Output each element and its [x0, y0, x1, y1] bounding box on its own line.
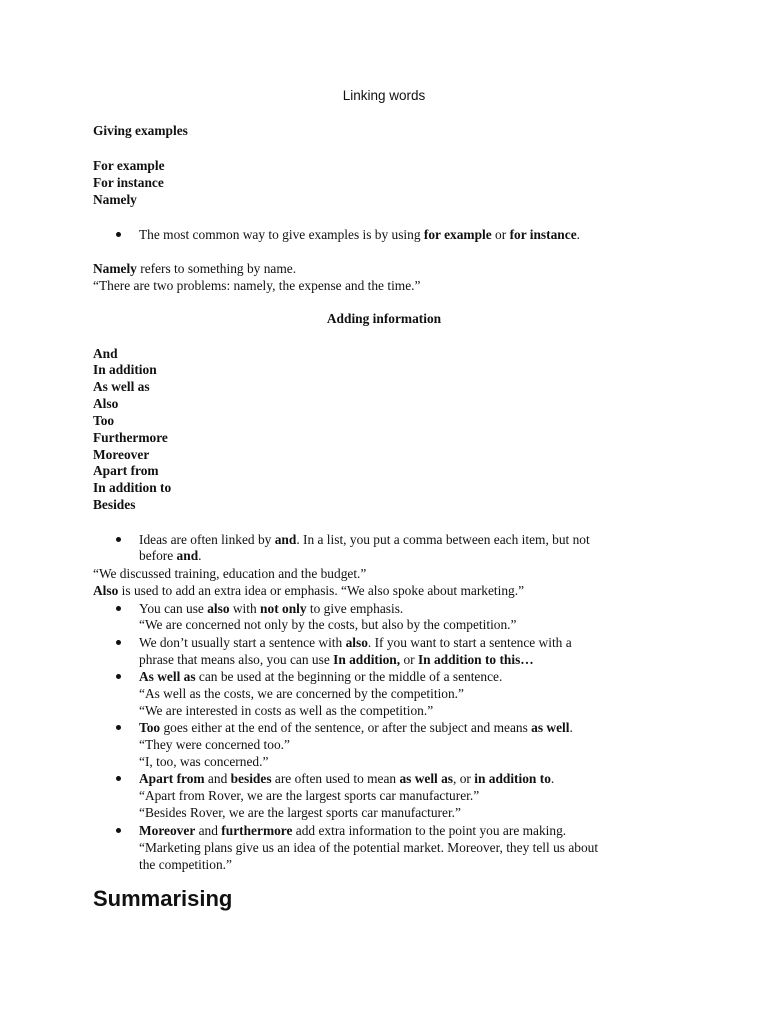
bullet-too-text: Too goes either at the end of the sentence, or after the subject and means as well. [139, 720, 573, 735]
bullet-as-well-as-example-2: “We are interested in costs as well as the competition.” [139, 703, 434, 718]
term-also: Also [93, 396, 119, 411]
term-besides: Besides [93, 497, 136, 512]
term-apart-from: Apart from [93, 463, 159, 478]
section-heading-adding-information: Adding information [326, 311, 442, 326]
section-heading-giving-examples: Giving examples [93, 123, 188, 138]
bullet-moreover-text: Moreover and furthermore add extra information to the point you are making. [139, 823, 567, 838]
bullet-and-text: Ideas are often linked by and. In a list, you put a comma between each item, but not [139, 532, 590, 547]
term-moreover: Moreover [93, 447, 150, 462]
bullet-and-text-cont: before and. [139, 548, 202, 563]
term-namely: Namely [93, 192, 137, 207]
document-title: Linking words [342, 88, 426, 103]
bullet-icon [114, 823, 124, 839]
namely-definition: Namely refers to something by name. [93, 261, 297, 276]
also-definition: Also is used to add an extra idea or emphasis. “We also spoke about marketing.” [93, 583, 525, 598]
term-for-instance: For instance [93, 175, 164, 190]
namely-example: “There are two problems: namely, the expense and the time.” [93, 278, 421, 293]
bullet-icon [114, 227, 124, 243]
bullet-apart-from-text: Apart from and besides are often used to mean as well as, or in addition to. [139, 771, 555, 786]
term-as-well-as: As well as [93, 379, 150, 394]
section-heading-summarising: Summarising [93, 886, 233, 911]
bullet-moreover-example-1: “Marketing plans give us an idea of the potential market. Moreover, they tell us about [139, 840, 599, 855]
term-for-example: For example [93, 158, 165, 173]
bullet-icon [114, 771, 124, 787]
bullet-too-example-1: “They were concerned too.” [139, 737, 290, 752]
bullet-too-example-2: “I, too, was concerned.” [139, 754, 269, 769]
bullet-apart-from-example-1: “Apart from Rover, we are the largest sports car manufacturer.” [139, 788, 480, 803]
bullet-not-only-example: “We are concerned not only by the costs, but also by the competition.” [139, 617, 517, 632]
bullet-icon [114, 532, 124, 548]
bullet-moreover-example-2: the competition.” [139, 857, 232, 872]
bullet-not-only-text: You can use also with not only to give emphasis. [139, 601, 404, 616]
bullet-start-sentence-cont: phrase that means also, you can use In addition, or In addition to this… [139, 652, 534, 667]
bullet-icon [114, 601, 124, 617]
bullet-icon [114, 635, 124, 651]
example-list: “We discussed training, education and the budget.” [93, 566, 367, 581]
bullet-start-sentence-text: We don’t usually start a sentence with also. If you want to start a sentence with a [139, 635, 572, 650]
bullet-icon [114, 720, 124, 736]
term-in-addition-to: In addition to [93, 480, 172, 495]
bullet-as-well-as-example-1: “As well as the costs, we are concerned by the competition.” [139, 686, 464, 701]
bullet-icon [114, 669, 124, 685]
term-too: Too [93, 413, 115, 428]
examples-bullet-text: The most common way to give examples is by using for example or for instance. [139, 227, 580, 242]
term-in-addition: In addition [93, 362, 157, 377]
bullet-apart-from-example-2: “Besides Rover, we are the largest sports car manufacturer.” [139, 805, 461, 820]
bullet-as-well-as-text: As well as can be used at the beginning or the middle of a sentence. [139, 669, 503, 684]
term-furthermore: Furthermore [93, 430, 168, 445]
term-and: And [93, 346, 118, 361]
